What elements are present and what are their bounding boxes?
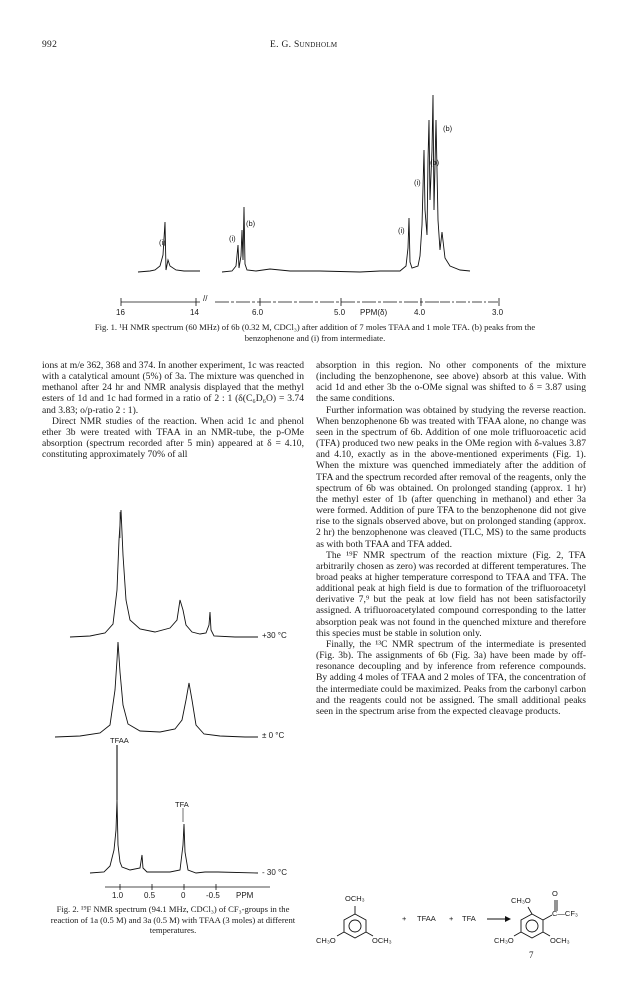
fig1-tick: 6.0 — [252, 308, 264, 317]
scheme-product-carbonyl: O — [552, 889, 558, 898]
fig1-peak-label: (b) — [246, 219, 256, 228]
fig2-tick: 1.0 — [112, 891, 124, 900]
scheme-product-cf3: C—CF₃ — [552, 909, 578, 918]
paragraph: Direct NMR studies of the reaction. When acid 1c and phenol ether 3b were treated with TFAA in an NMR-tube, the p-OMe absorption (spectrum recorded after 5 min) appeared at δ = 4.10, constituting approximately 70% of all — [42, 415, 304, 461]
paragraph: Finally, the ¹³C NMR spectrum of the intermediate is presented (Fig. 3b). The assignments of 6b (Fig. 3a) have been made by off-resonance decoupling and by inference from reference compounds. By adding 4 moles of TFAA and 2 moles of TFA, the concentration of the intermediate could be maximized. Peaks from the carbonyl carbon and the reagents could not be assigned. The small additional peaks seen in the spectrum arise from the expected cleavage products. — [316, 638, 586, 717]
fig1-peak-label: (i) — [414, 178, 421, 187]
scheme-product-number: 7 — [529, 950, 534, 960]
scheme-reactant-left: CH₃O — [316, 936, 336, 945]
scheme-plus: + — [402, 914, 407, 923]
scheme-product-top: CH₃O — [511, 896, 531, 905]
fig1-tick: 16 — [116, 308, 125, 317]
fig1-caption: Fig. 1. ¹H NMR spectrum (60 MHz) of 6b (0.32 M, CDCl₃) after addition of 7 moles TFAA and 1 mole TFA. (b) peaks from the benzophenone and (i) from intermediate. — [94, 322, 536, 343]
fig1-peak-label: (i) — [229, 234, 236, 243]
fig1-peak-label: (b) — [430, 158, 440, 167]
fig1-axis-break: // — [203, 294, 208, 303]
fig2-tick: 0.5 — [144, 891, 156, 900]
page-number: 992 — [42, 40, 58, 50]
fig2-caption: Fig. 2. ¹⁹F NMR spectrum (94.1 MHz, CDCl₃) of CF₃-groups in the reaction of 1a (0.5 M) and 3a (0.5 M) with TFAA (3 moles) at different temperatures. — [50, 904, 296, 935]
fig2-temp-label: +30 °C — [262, 631, 287, 640]
fig1-peak-label: (i) — [159, 238, 166, 247]
fig1-axis-unit: PPM(δ) — [360, 308, 388, 317]
fig2-axis-unit: PPM — [236, 891, 254, 900]
fig2-tick: 0 — [181, 891, 186, 900]
paragraph: absorption in this region. No other components of the mixture (including the benzophenone, see above) absorb at this value. With acid 1d and ether 3b the o-OMe signal was shifted to δ = 3.87 using the same conditions. — [316, 360, 586, 405]
fig2-temp-label: - 30 °C — [262, 868, 287, 877]
scheme-plus: + — [449, 914, 454, 923]
scheme-product-right: OCH₃ — [550, 936, 570, 945]
fig2-peak-label-tfaa: TFAA — [110, 736, 129, 745]
paragraph: The ¹⁹F NMR spectrum of the reaction mixture (Fig. 2, TFA arbitrarily chosen as zero) was recorded at different temperatures. The broad peaks at higher temperature correspond to TFAA and TFA. The additional peak at high field is due to formation of the trifluoroacetyl derivative 7,⁹ but the peak at low field has not been satisfactorily assigned. A trifluoroacetylated compound corresponding to the latter absorption peak was not found in the quenched mixture and therefore this species must be stable in solution only. — [316, 549, 586, 639]
scheme-reagent-tfaa: TFAA — [417, 914, 436, 923]
running-head: E. G. Sundholm — [270, 40, 338, 50]
paragraph: ions at m/e 362, 368 and 374. In another experiment, 1c was reacted with a catalytical amount (5%) of 3a. The mixture was quenched in methanol after 24 hr and NMR analysis displayed that the methyl esters of 1d and 1c had formed in a ratio of 2 : 1 (δ(C₆D₆O) = 3.74 and 3.83; o/p-ratio 2 : 1). — [42, 360, 304, 416]
fig1-tick: 5.0 — [334, 308, 346, 317]
scheme-reagent-tfa: TFA — [462, 914, 476, 923]
fig1-tick: 14 — [190, 308, 199, 317]
fig1-peak-label: (b) — [443, 124, 453, 133]
fig2-peak-label-tfa: TFA — [175, 800, 189, 809]
fig1-tick: 3.0 — [492, 308, 504, 317]
fig2-temp-label: ± 0 °C — [262, 731, 285, 740]
fig1-peak-label: (i) — [398, 226, 405, 235]
fig1-tick: 4.0 — [414, 308, 426, 317]
scheme-reactant-right: OCH₃ — [372, 936, 392, 945]
fig2-tick: -0.5 — [206, 891, 220, 900]
scheme-reactant-top: OCH₃ — [345, 894, 365, 903]
scheme-product-left: CH₃O — [494, 936, 514, 945]
paragraph: Further information was obtained by studying the reverse reaction. When benzophenone 6b was treated with TFAA alone, no change was seen in the spectrum of 6b. Addition of one mole trifluoroacetic acid (TFA) produced two new peaks in the OMe region with δ-values 3.87 and 4.10, exactly as in the above-mentioned experiments (Fig. 1). When the mixture was quenched immediately after the addition of TFA and the spectrum recorded after removal of the reagents, only the spectrum of 6b was obtained. On prolonged standing (approx. 1 hr) the methyl ester of 1b (after quenching in methanol) and ether 3a were formed. Addition of pure TFA to the benzophenone did not give rise to the signals observed above, but on prolonged standing (approx. 2 hr) the benzophenone was cleaved (TLC, MS) to the same products as with both TFAA and TFA added. — [316, 404, 586, 550]
